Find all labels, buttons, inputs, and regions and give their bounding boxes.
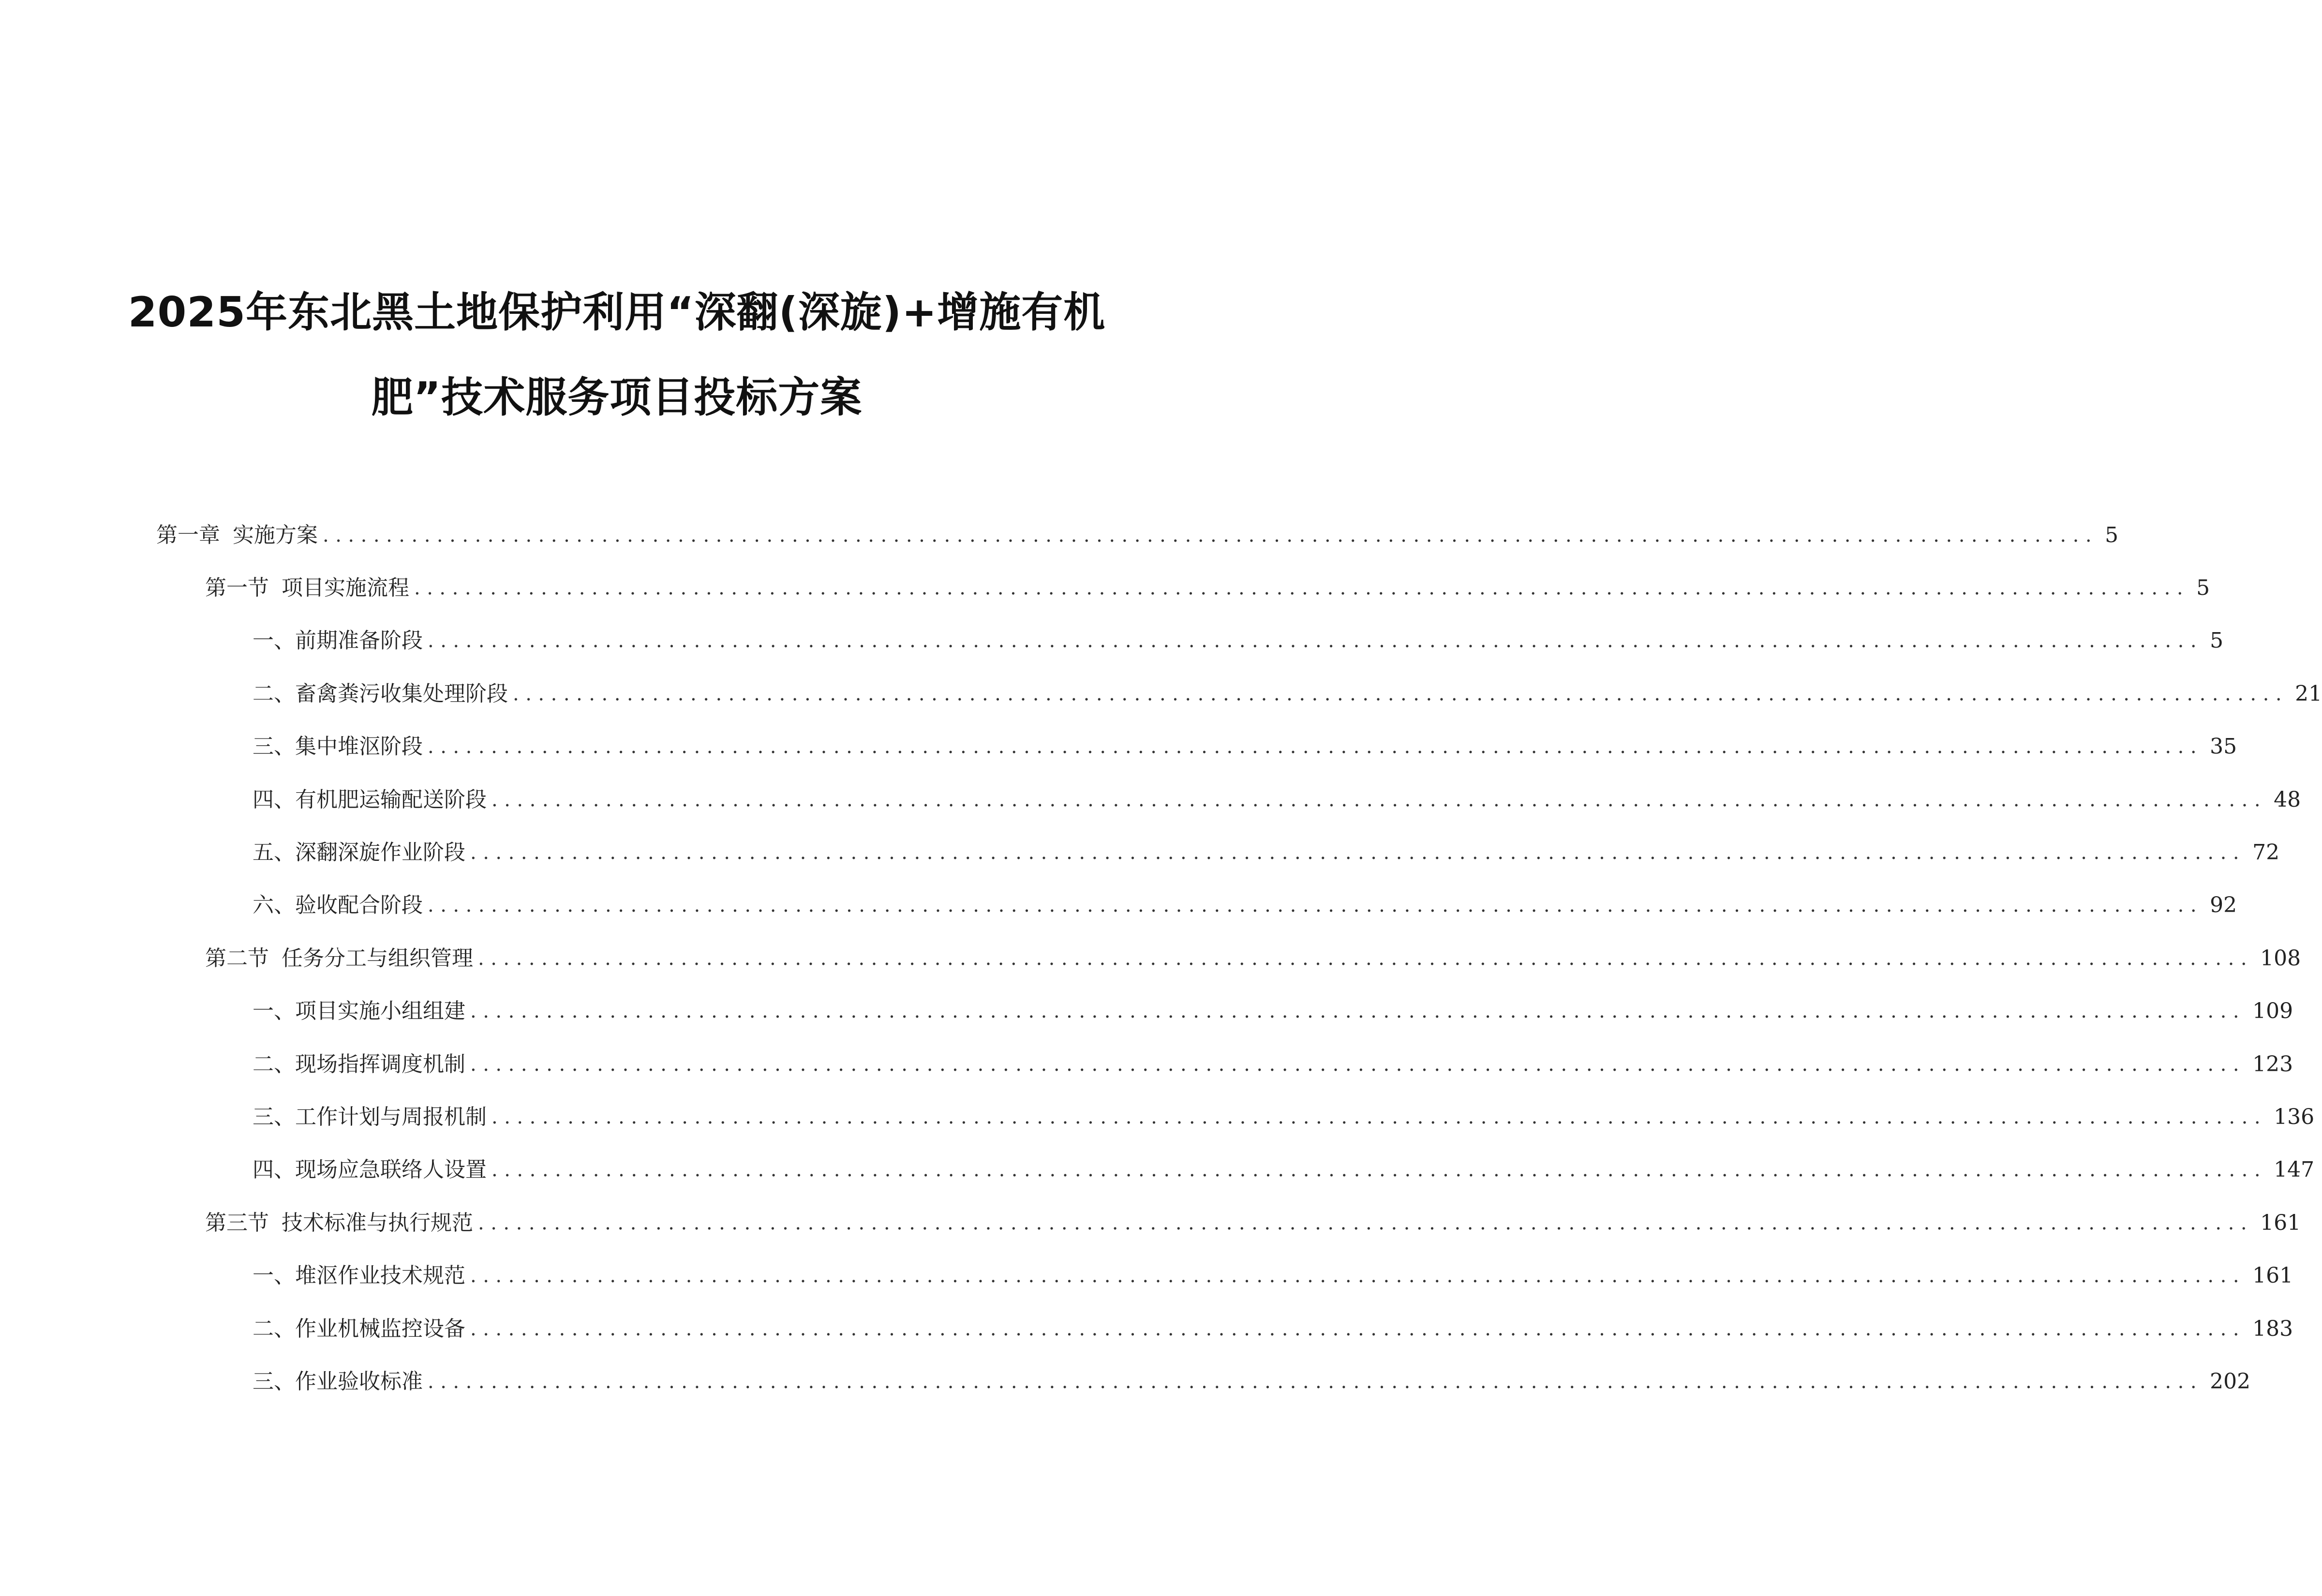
toc-dot-leader: ............................................................................................................................................ bbox=[478, 947, 2254, 970]
toc-entry-number: 三、 bbox=[253, 1369, 295, 1394]
toc-entry-number: 一、 bbox=[253, 1263, 295, 1288]
toc-entry-number: 六、 bbox=[253, 893, 295, 918]
toc-entry-page-number: 5 bbox=[2105, 522, 2119, 547]
toc-dot-leader: ............................................................................................................................................ bbox=[428, 1370, 2203, 1393]
toc-entry-number: 第三节 bbox=[205, 1210, 269, 1235]
title-line-2: 肥”技术服务项目投标方案 bbox=[371, 373, 863, 422]
toc-entry-level-2[interactable] bbox=[0, 562, 2210, 614]
toc-entry-level-2[interactable] bbox=[0, 932, 2301, 985]
toc-entry-page-number: 5 bbox=[2210, 628, 2224, 653]
toc-entry-level-3[interactable] bbox=[0, 773, 2301, 826]
toc-dot-leader: ............................................................................................................................................ bbox=[428, 630, 2203, 652]
toc-entry-label: 前期准备阶段 bbox=[295, 628, 423, 653]
toc-entry-page-number: 35 bbox=[2210, 734, 2237, 759]
table-of-contents bbox=[0, 509, 2322, 1408]
toc-dot-leader: ............................................................................................................................................ bbox=[470, 1053, 2246, 1076]
toc-entry-label: 堆沤作业技术规范 bbox=[295, 1263, 465, 1288]
toc-entry-number: 一、 bbox=[253, 628, 295, 653]
toc-dot-leader: ............................................................................................................................................ bbox=[491, 788, 2267, 811]
toc-entry-label: 验收配合阶段 bbox=[295, 893, 423, 918]
toc-entry-level-3[interactable] bbox=[0, 1038, 2293, 1091]
toc-entry-page-number: 161 bbox=[2260, 1210, 2301, 1235]
toc-entry-label: 畜禽粪污收集处理阶段 bbox=[295, 681, 508, 706]
toc-entry-page-number: 5 bbox=[2196, 576, 2210, 601]
toc-entry-label: 任务分工与组织管理 bbox=[282, 946, 473, 971]
toc-dot-leader: ............................................................................................................................................ bbox=[428, 894, 2203, 917]
toc-dot-leader: ............................................................................................................................................ bbox=[428, 736, 2203, 758]
toc-dot-leader: ............................................................................................................................................ bbox=[470, 1265, 2246, 1287]
toc-entry-level-2[interactable] bbox=[0, 1197, 2301, 1249]
toc-dot-leader: ............................................................................................................................................ bbox=[470, 842, 2246, 864]
toc-entry-page-number: 136 bbox=[2274, 1104, 2315, 1129]
toc-entry-level-3[interactable] bbox=[0, 1144, 2315, 1197]
toc-entry-number: 第二节 bbox=[205, 946, 269, 971]
toc-entry-number: 二、 bbox=[253, 1051, 295, 1077]
toc-entry-level-3[interactable] bbox=[0, 1302, 2293, 1355]
toc-entry-level-3[interactable] bbox=[0, 985, 2293, 1038]
toc-entry-page-number: 108 bbox=[2260, 946, 2301, 971]
toc-entry-level-3[interactable] bbox=[0, 879, 2237, 932]
toc-entry-page-number: 109 bbox=[2252, 999, 2293, 1024]
toc-dot-leader: ............................................................................................................................................ bbox=[470, 1000, 2246, 1023]
toc-entry-label: 作业机械监控设备 bbox=[295, 1316, 465, 1341]
toc-entry-page-number: 147 bbox=[2274, 1157, 2315, 1182]
toc-entry-level-3[interactable] bbox=[0, 826, 2280, 879]
toc-entry-label: 现场应急联络人设置 bbox=[295, 1157, 487, 1182]
toc-entry-level-3[interactable] bbox=[0, 721, 2237, 773]
toc-dot-leader: ............................................................................................................................................ bbox=[470, 1317, 2246, 1340]
toc-entry-level-3[interactable] bbox=[0, 667, 2322, 720]
toc-entry-label: 深翻深旋作业阶段 bbox=[295, 840, 465, 865]
toc-entry-label: 工作计划与周报机制 bbox=[295, 1104, 487, 1129]
toc-dot-leader: ............................................................................................................................................ bbox=[491, 1106, 2267, 1128]
toc-dot-leader: ............................................................................................................................................ bbox=[478, 1212, 2254, 1234]
document-title bbox=[97, 270, 1137, 440]
toc-entry-number: 四、 bbox=[253, 787, 295, 812]
toc-entry-level-3[interactable] bbox=[0, 1249, 2293, 1302]
title-line-1: 2025年东北黑土地保护利用“深翻(深旋)+增施有机 bbox=[128, 288, 1106, 337]
toc-entry-page-number: 21 bbox=[2295, 681, 2322, 706]
toc-entry-label: 有机肥运输配送阶段 bbox=[295, 787, 487, 812]
toc-entry-number: 五、 bbox=[253, 840, 295, 865]
toc-dot-leader: ............................................................................................................................................ bbox=[323, 524, 2099, 547]
toc-entry-level-3[interactable] bbox=[0, 615, 2224, 667]
toc-entry-number: 三、 bbox=[253, 1104, 295, 1129]
toc-entry-label: 项目实施流程 bbox=[282, 576, 409, 601]
toc-entry-number: 第一节 bbox=[205, 576, 269, 601]
toc-entry-label: 作业验收标准 bbox=[295, 1369, 423, 1394]
toc-dot-leader: ............................................................................................................................................ bbox=[414, 577, 2190, 600]
toc-entry-page-number: 123 bbox=[2252, 1051, 2293, 1077]
toc-entry-page-number: 72 bbox=[2252, 840, 2280, 865]
toc-entry-page-number: 48 bbox=[2274, 787, 2301, 812]
toc-dot-leader: ............................................................................................................................................ bbox=[513, 682, 2289, 705]
toc-entry-number: 第一章 bbox=[156, 522, 220, 547]
toc-entry-label: 技术标准与执行规范 bbox=[282, 1210, 473, 1235]
toc-entry-label: 现场指挥调度机制 bbox=[295, 1051, 465, 1077]
toc-dot-leader: ............................................................................................................................................ bbox=[491, 1159, 2267, 1182]
toc-entry-level-1[interactable] bbox=[0, 509, 2119, 562]
toc-entry-page-number: 92 bbox=[2210, 893, 2237, 918]
toc-entry-label: 集中堆沤阶段 bbox=[295, 734, 423, 759]
toc-entry-number: 四、 bbox=[253, 1157, 295, 1182]
toc-entry-page-number: 183 bbox=[2252, 1316, 2293, 1341]
toc-entry-number: 二、 bbox=[253, 681, 295, 706]
toc-entry-number: 三、 bbox=[253, 734, 295, 759]
toc-entry-label: 实施方案 bbox=[233, 522, 318, 547]
toc-entry-label: 项目实施小组组建 bbox=[295, 999, 465, 1024]
toc-entry-page-number: 202 bbox=[2210, 1369, 2251, 1394]
toc-entry-number: 二、 bbox=[253, 1316, 295, 1341]
toc-entry-level-3[interactable] bbox=[0, 1091, 2315, 1143]
toc-entry-level-3[interactable] bbox=[0, 1355, 2251, 1408]
toc-entry-number: 一、 bbox=[253, 999, 295, 1024]
toc-entry-page-number: 161 bbox=[2252, 1263, 2293, 1288]
